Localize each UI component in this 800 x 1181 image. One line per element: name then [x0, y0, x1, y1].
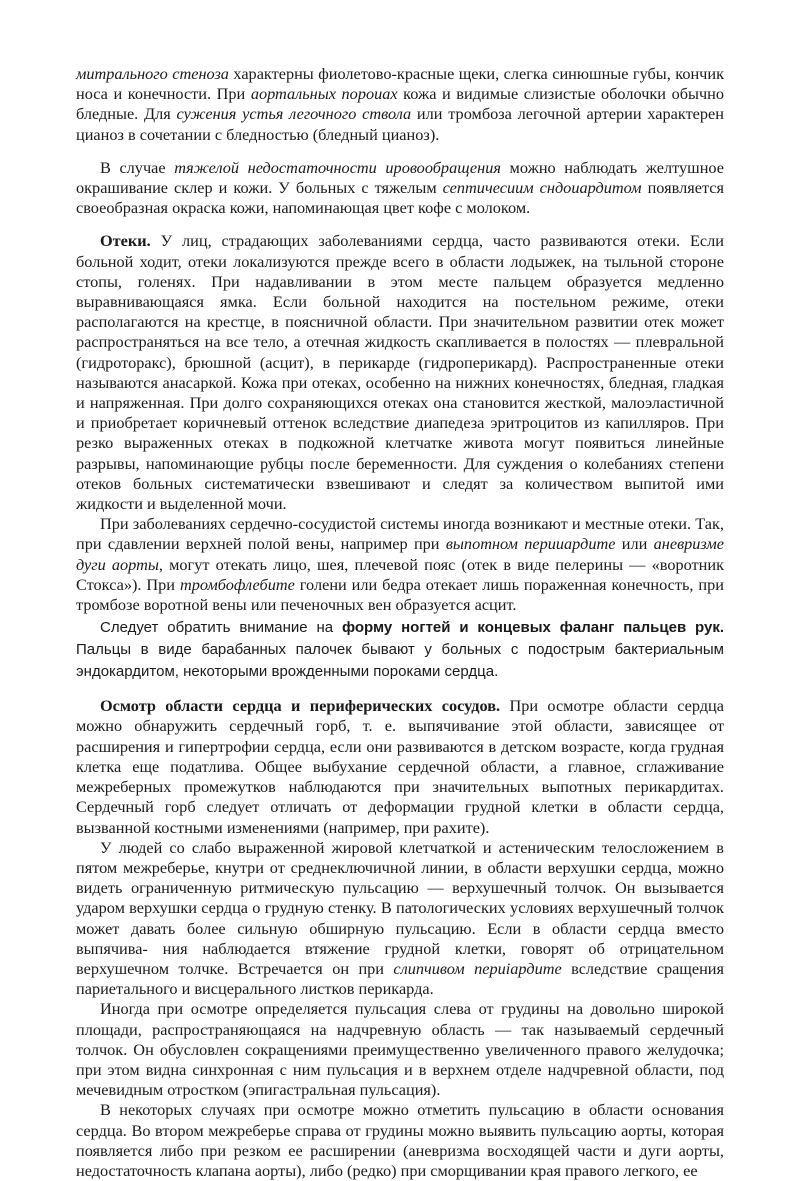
paragraph-nails: Следует обратить внимание на форму ногтей и концевых фаланг пальцев рук. Пальцы в виде барабанных палочек бывают у больных с подострым бактериальным эндокардитом, некоторыми врожденными пороками сердца.: [76, 619, 724, 681]
term-mitral-stenosis: митрального стеноза: [76, 64, 229, 83]
paragraph-local-edema: При заболеваниях сердечно-сосудистой системы иногда возникают и местные отеки. Так, при сдавлении верхней полой вены, например при выпотном перииардите или аневризме дуги аорты, могут отекать лицо, шея, плечевой пояс (отек в виде пелерины — «воротник Стокса»). При тромбофлебите голени или бедра отекает лишь пораженная конечность, при тромбозе воротной вены или печеночных вен образуется асцит.: [76, 514, 724, 615]
term-septic-endocarditis: септичесиим сндоиардитом: [442, 178, 642, 198]
paragraph-heart-inspection: Осмотр области сердца и периферических сосудов. При осмотре области сердца можно обнаружить сердечный горб, т. е. выпячивание этой области, зависящее от расширения и гипертрофии сердца, если они развиваются в детском возрасте, когда грудная клетка еще податлива. Общее выбухание сердечной области, а главное, сглаживание межреберных промежутков наблюдаются при значительных выпотных перикардитах. Сердечный горб следует отличать от деформации грудной клетки в области сердца, вызванной костными изменениями (например, при рахите).: [76, 696, 724, 837]
paragraph-apex-beat: У людей со слабо выраженной жировой клетчаткой и астеническим телосложением в пятом межреберье, кнутри от среднеключичной линии, в области верхушки сердца, можно видеть ограниченную ритмическую пульсацию — верхушечный толчок. Он вызывается ударом верхушки сердца о грудную стенку. В патологических условиях верхушечный толчок может давать более сильную обширную пульсацию. Если в области сердца вместо выпячива- ния наблюдается втяжение грудной клетки, говорят об отрицательном верхушечном толчке. Встречается он при слипчивом периiардите вследствие сращения париетального и висцерального листков перикарда.: [76, 837, 724, 999]
term-aortic-arch-aneurysm: аневризме дуги аорты: [76, 534, 724, 574]
section-heading-edema: Отеки.: [100, 231, 151, 251]
term-nail-shape: форму ногтей и концевых фаланг пальцев рук.: [341, 619, 724, 637]
term-adhesive-pericarditis: слипчивом периiардите: [393, 958, 562, 978]
document-page: [76, 64, 724, 1181]
paragraph-jaundice: В случае тяжелой недостаточности ировообращения можно наблюдать желтушное окрашивание склер и кожи. У больных с тяжелым септичесиим сндоиардитом появляется своеобразная окраска кожи, напоминающая цвет кофе с молоком.: [76, 157, 724, 218]
term-pulmonary-stenosis: сужения устья легочного ствола: [176, 104, 412, 124]
paragraph-aortic-pulsation: В некоторых случаях при осмотре можно отметить пульсацию в области основания сердца. Во втором межреберье справа от грудины можно выявить пульсацию аорты, которая появляется либо при резком ее расширении (аневризма восходящей части и дуги аорты, недостаточность клапана аорты), либо (редко) при сморщивании края правого легкого, ее: [76, 1100, 724, 1180]
paragraph-cardiac-impulse: Иногда при осмотре определяется пульсация слева от грудины на довольно широкой площади, распространяющаяся на надчревную область — так называемый сердечный толчок. Он обусловлен сокращениями преимущественно увеличенного правого желудочка; при этом видна синхронная с ним пульсация и в верхнем отделе надчревной области, под мечевидным отростком (эпигастральная пульсация).: [76, 999, 724, 1100]
paragraph-edema: Отеки. У лиц, страдающих заболеваниями сердца, часто развиваются отеки. Если больной ходит, отеки локализуются прежде всего в области лодыжек, на тыльной стороне стопы, голенях. При надавливании в этом месте пальцем образуется медленно выравнивающаяся ямка. Если больной находится на постельном режиме, отеки располагаются на крестце, в поясничной области. При значительном развитии отек может распространяться на все тело, а отечная жидкость скапливается в полостях — плевральной (гидроторакс), брюшной (асцит), в перикарде (гидроперикард). Распространенные отеки называются анасаркой. Кожа при отеках, особенно на нижних конечностях, бледная, гладкая и напряженная. При долго сохраняющихся отеках она становится жесткой, малоэластичной и приобретает коричневый оттенок вследствие диапедеза эритроцитов из капилляров. При резко выраженных отеках в подкожной клетчатке живота могут появиться линейные разрывы, напоминающие рубцы после беременности. Для суждения о колебаниях степени отеков больных систематически взвешивают и следят за количеством выпитой ими жидкости и выделенной мочи.: [76, 231, 724, 514]
section-heading-heart-inspection: Осмотр области сердца и периферических сосудов.: [100, 696, 501, 716]
term-aortic-defects: аортальных пороиах: [250, 84, 398, 104]
term-effusive-pericarditis: выпотном перииардите: [445, 534, 616, 554]
term-thrombophlebitis: тромбофлебите: [179, 574, 295, 594]
term-circulatory-failure: тяжелой недостаточности ировообращения: [174, 157, 501, 177]
paragraph-cyanosis: митрального стеноза характерны фиолетово-красные щеки, слегка синюшные губы, кончик носа и конечности. При аортальных пороиах кожа и видимые слизистые оболочки обычно бледные. Для сужения устья легочного ствола или тромбоза легочной артерии характерен цианоз в сочетании с бледностью (бледный цианоз).: [76, 64, 724, 144]
